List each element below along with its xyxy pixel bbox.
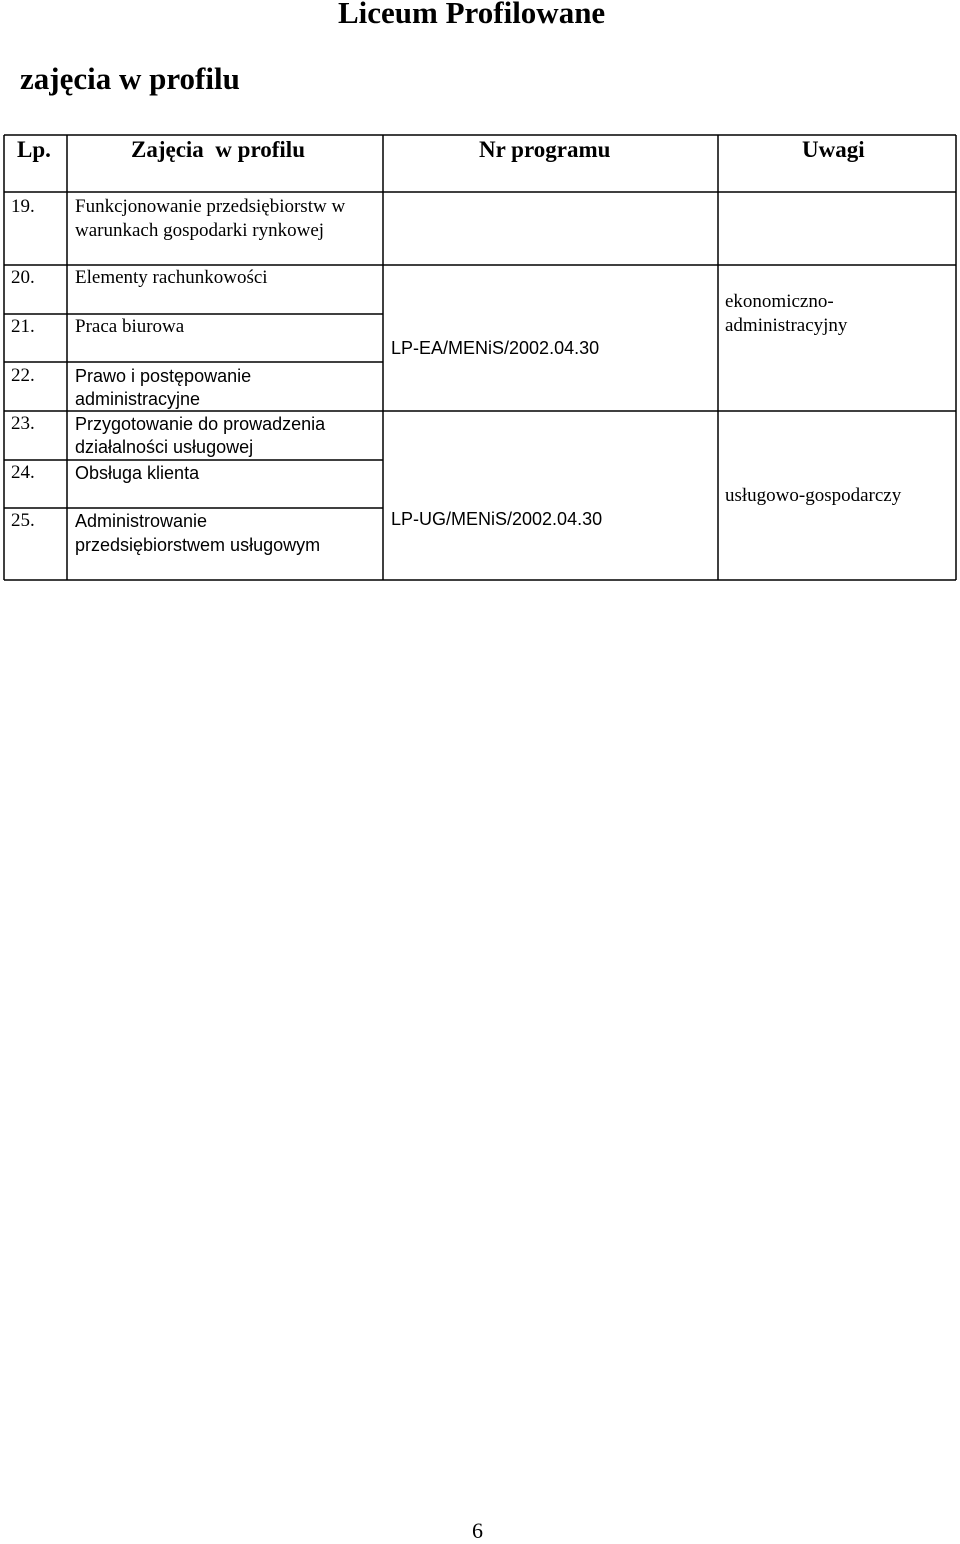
row-19-subject-line1: Funkcjonowanie przedsiębiorstw w <box>75 196 346 217</box>
row-23-lp: 23. <box>11 413 35 434</box>
row-20-subject-line1: Elementy rachunkowości <box>75 267 268 288</box>
page-subtitle: zajęcia w profilu <box>20 61 240 96</box>
notes-ea-line1: ekonomiczno- <box>725 291 834 312</box>
row-19-lp: 19. <box>11 196 35 217</box>
page-title: Liceum Profilowane <box>338 0 606 30</box>
row-24-subject-line1: Obsługa klienta <box>75 463 200 483</box>
row-24-lp: 24. <box>11 462 35 483</box>
header-program: Nr programu <box>479 137 611 162</box>
header-lp: Lp. <box>17 137 51 162</box>
header-notes: Uwagi <box>802 137 865 162</box>
row-20-lp: 20. <box>11 267 35 288</box>
row-25-lp: 25. <box>11 510 35 531</box>
row-22-subject-line1: Prawo i postępowanie <box>75 366 252 386</box>
row-23-subject-line2: działalności usługowej <box>75 437 254 457</box>
row-25-subject-line1: Administrowanie <box>75 511 208 531</box>
row-25-subject-line2: przedsiębiorstwem usługowym <box>75 535 321 555</box>
header-subject: Zajęcia w profilu <box>131 137 305 162</box>
row-21-subject-line1: Praca biurowa <box>75 316 185 337</box>
notes-ea-line2: administracyjny <box>725 315 848 336</box>
program-number-ug: LP-UG/MENiS/2002.04.30 <box>391 509 603 529</box>
row-19-subject-line2: warunkach gospodarki rynkowej <box>75 220 325 241</box>
row-22-lp: 22. <box>11 365 35 386</box>
page-number: 6 <box>472 1518 483 1543</box>
row-21-lp: 21. <box>11 316 35 337</box>
row-23-subject-line1: Przygotowanie do prowadzenia <box>75 414 326 434</box>
program-number-ea: LP-EA/MENiS/2002.04.30 <box>391 338 600 358</box>
notes-ug: usługowo-gospodarczy <box>725 485 902 506</box>
row-22-subject-line2: administracyjne <box>75 389 201 409</box>
